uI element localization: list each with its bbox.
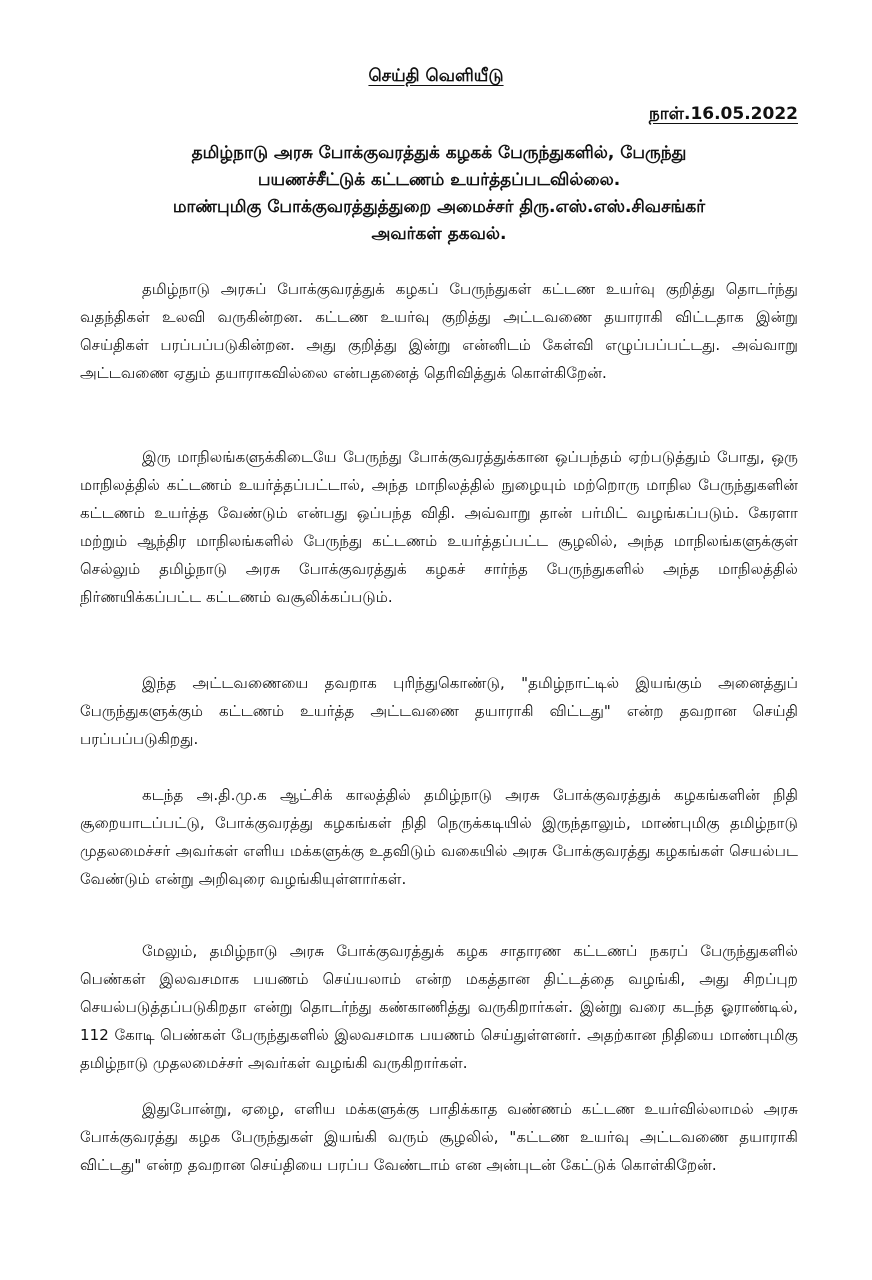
- document-label: செய்தி வெளியீடு: [368, 66, 504, 86]
- headline-line: பயணச்சீட்டுக் கட்டணம் உயர்த்தப்படவில்லை.: [257, 170, 621, 190]
- body-paragraph: தமிழ்நாடு அரசுப் போக்குவரத்துக் கழகப் பேருந்துகள் கட்டண உயர்வு குறித்து தொடர்ந்து வதந்திகள் உலவி வருகின்றன. கட்டண உயர்வு குறித்து அட்டவணை தயாராகி விட்டதாக இன்று செய்திகள் பரப்பப்படுகின்றன. அது குறித்து இன்று என்னிடம் கேள்வி எழுப்பப்பட்டது. அவ்வாறு அட்டவணை ஏதும் தயாராகவில்லை என்பதனைத் தெரிவித்துக் கொள்கிறேன்.: [80, 280, 798, 382]
- headline-line: அவர்கள் தகவல்.: [371, 224, 507, 244]
- document-date: நாள்.16.05.2022: [648, 104, 798, 124]
- headline-line: தமிழ்நாடு அரசு போக்குவரத்துக் கழகக் பேருந்துகளில், பேருந்து: [191, 143, 687, 163]
- body-paragraph: இரு மாநிலங்களுக்கிடையே பேருந்து போக்குவரத்துக்கான ஒப்பந்தம் ஏற்படுத்தும் போது, ஒரு மாநிலத்தில் கட்டணம் உயர்த்தப்பட்டால், அந்த மாநிலத்தில் நுழையும் மற்றொரு மாநில பேருந்துகளின் கட்டணம் உயர்த்த வேண்டும் என்பது ஒப்பந்த விதி. அவ்வாறு தான் பர்மிட் வழங்கப்படும். கேரளா மற்றும் ஆந்திர மாநிலங்களில் பேருந்து கட்டணம் உயர்த்தப்பட்ட சூழலில், அந்த மாநிலங்களுக்குள் செல்லும் தமிழ்நாடு அரசு போக்குவரத்துக் கழகச் சார்ந்த பேருந்துகளில் அந்த மாநிலத்தில் நிர்ணயிக்கப்பட்ட கட்டணம் வசூலிக்கப்படும்.: [80, 448, 798, 606]
- body-paragraph: மேலும், தமிழ்நாடு அரசு போக்குவரத்துக் கழக சாதாரண கட்டணப் நகரப் பேருந்துகளில் பெண்கள் இலவசமாக பயணம் செய்யலாம் என்ற மகத்தான திட்டத்தை வழங்கி, அது சிறப்புற செயல்படுத்தப்படுகிறதா என்று தொடர்ந்து கண்காணித்து வருகிறார்கள். இன்று வரை கடந்த ஓராண்டில், 112 கோடி பெண்கள் பேருந்துகளில் இலவசமாக பயணம் செய்துள்ளனர். அதற்கான நிதியை மாண்புமிகு தமிழ்நாடு முதலமைச்சர் அவர்கள் வழங்கி வருகிறார்கள்.: [80, 942, 798, 1072]
- body-paragraph: இந்த அட்டவணையை தவறாக புரிந்துகொண்டு, "தமிழ்நாட்டில் இயங்கும் அனைத்துப் பேருந்துகளுக்கும் கட்டணம் உயர்த்த அட்டவணை தயாராகி விட்டது" என்ற தவறான செய்தி பரப்பப்படுகிறது.: [80, 674, 798, 748]
- body-paragraph: கடந்த அ.தி.மு.க ஆட்சிக் காலத்தில் தமிழ்நாடு அரசு போக்குவரத்துக் கழகங்களின் நிதி சூறையாடப்பட்டு, போக்குவரத்து கழகங்கள் நிதி நெருக்கடியில் இருந்தாலும், மாண்புமிகு தமிழ்நாடு முதலமைச்சர் அவர்கள் எளிய மக்களுக்கு உதவிடும் வகையில் அரசு போக்குவரத்து கழகங்கள் செயல்பட வேண்டும் என்று அறிவுரை வழங்கியுள்ளார்கள்.: [80, 786, 798, 888]
- body-paragraph: இதுபோன்று, ஏழை, எளிய மக்களுக்கு பாதிக்காத வண்ணம் கட்டண உயர்வில்லாமல் அரசு போக்குவரத்து கழக பேருந்துகள் இயங்கி வரும் சூழலில், "கட்டண உயர்வு அட்டவணை தயாராகி விட்டது" என்ற தவறான செய்தியை பரப்ப வேண்டாம் என அன்புடன் கேட்டுக் கொள்கிறேன்.: [80, 1100, 798, 1174]
- headline-line: மாண்புமிகு போக்குவரத்துத்துறை அமைச்சர் திரு.எஸ்.எஸ்.சிவசங்கர்: [172, 197, 706, 217]
- headline: [80, 140, 798, 248]
